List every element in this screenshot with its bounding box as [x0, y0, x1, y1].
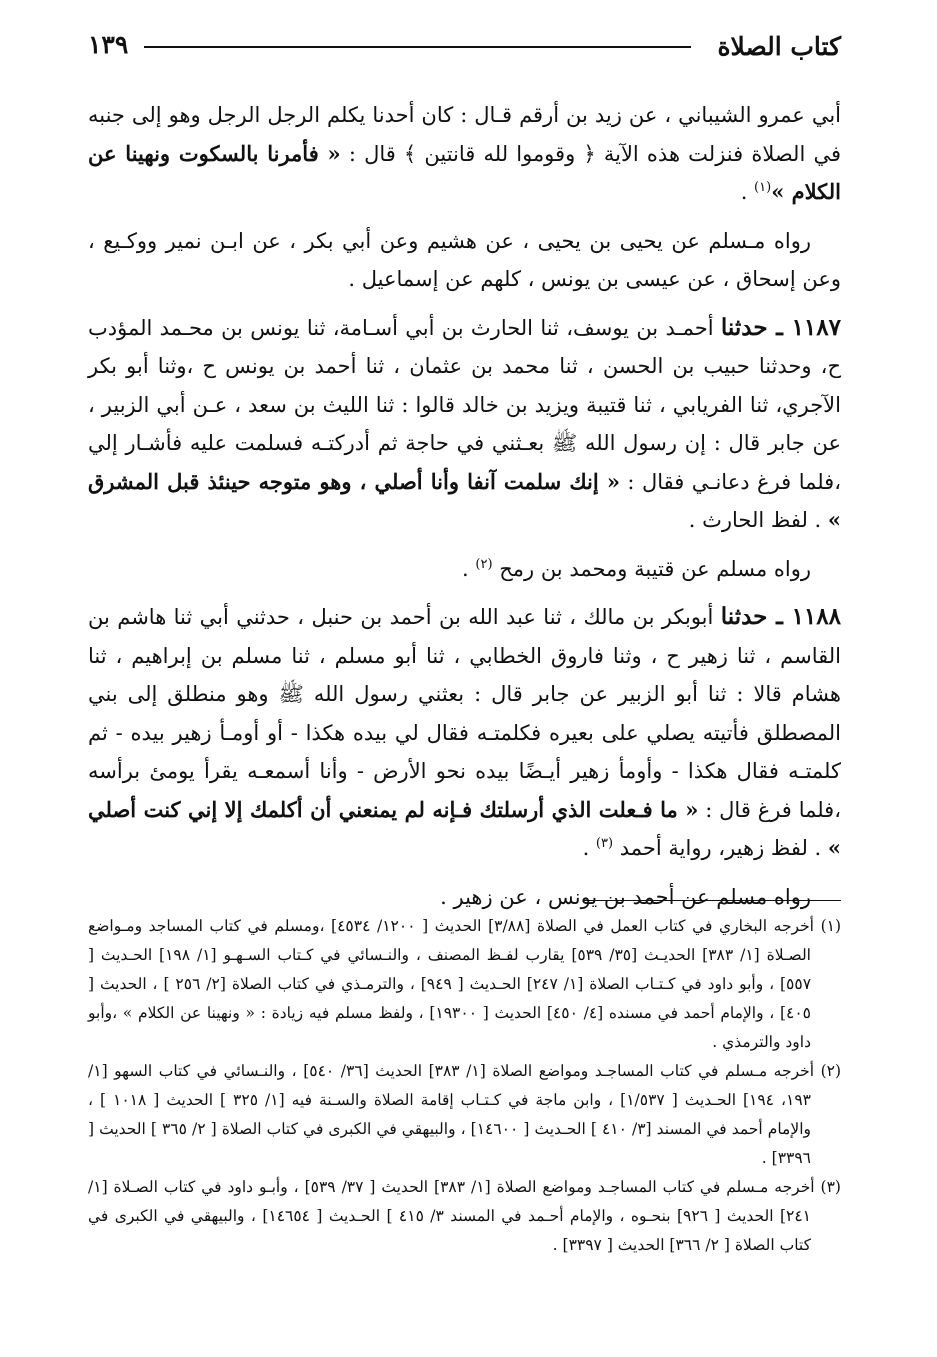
- paragraph-4: [88, 550, 841, 589]
- p4-text: رواه مسلم عن قتيبة ومحمد بن رمح: [499, 556, 811, 581]
- p5-text: أبوبكر بن مالك ، ثنا عبد الله بن أحمد بن حنبل ، حدثني أبي ثنا هاشم بن القاسم ، ثنا زهير ح ، وثنا فاروق الخطابي ، ثنا أبو مسلم ، ثنا مسلم بن إبراهيم ، ثنا هشام قالا : ثنا أبو الزبير عن جابر قال : بعثني رسول الله ﷺ وهو منطلق إلى بني المصطلق فأتيته يصلي على بعيره فكلمتـه فقال لي بيده هكذا - أو أومـأ زهير بيده - ثم كلمتـه فقال هكذا - وأومأ زهير أيـضًا بيده نحو الأرض - وأنا أسمعـه يقرأ يومئ برأسه ،فلما فرغ قال :: [88, 605, 841, 822]
- p3-end: . لفظ الحارث .: [688, 508, 828, 532]
- p1-text: أبي عمرو الشيباني ، عن زيد بن أرقم قـال : كان أحدنا يكلم الرجل الرجل وهو إلى جنبه في الصلاة فنزلت هذه الآية ﴿ وقوموا لله قانتين ﴾ قال :: [88, 103, 841, 166]
- p5-quote: « ما فـعلت الذي أرسلتك فـإنه لم يمنعني أن أكلمك إلا إني كنت أصلي »: [88, 796, 841, 860]
- hadith-1188-number: ١١٨٨ ـ حدثنا: [720, 603, 841, 630]
- footnote-2: (٢) أخرجه مـسلم في كتاب المساجـد ومواضع الصلاة [١/ ٣٨٣] الحديث [٣٦/ ٥٤٠] ، والنـسائي في كتاب السهو [١/ ١٩٣، ١٩٤] الحـديث [ ١/٥٣٧] ، وابن ماجة في كـتـاب إقامة الصلاة والسـنة فيه [١/ ٣٢٥ ] الحديث [ ١٠١٨ ] ، والإمام أحمد في المسند [٣/ ٤١٠ ] الحـديث [ ١٤٦٠٠] ، والبيهقي في الكبرى في كتاب الصلاة [ ٢/ ٣٦٥ ] الحديث [ ٣٣٩٦] .: [88, 1062, 842, 1167]
- footnote-ref-2: (٢): [475, 556, 493, 572]
- p4-end: .: [462, 556, 476, 581]
- p5-end: . لفظ زهير، رواية أحمد: [619, 836, 828, 860]
- paragraph-2: رواه مـسلم عن يحيى بن يحيى ، عن هشيم وعن أبي بكر ، عن ابـن نمير ووكـيع ، وعن إسحاق ، عن عيسى بن يونس ، كلهم عن إسماعيل .: [88, 228, 841, 291]
- page-number: ١٣٩: [88, 30, 129, 59]
- page-header: [88, 26, 841, 70]
- footnote-ref-1: (١): [754, 180, 772, 195]
- footnote-divider: [583, 900, 841, 901]
- hadith-1187-number: ١١٨٧ ـ حدثنا: [720, 313, 841, 341]
- paragraph-6: رواه مسلم عن أحمد بن يونس ، عن زهير .: [440, 884, 811, 909]
- paragraph-1: [88, 96, 841, 212]
- hadith-1188: [88, 598, 841, 868]
- p3-text: أحمـد بن يوسف، ثنا الحارث بن أبي أسـامة، ثنا يونس بن محـمد المؤدب ح، وحدثنا حبيب بن الحسن ، ثنا محمد بن عثمان ، ثنا أحمد بن يونس ح ،وثنا أبو بكر الآجري، ثنا الفريابي ، ثنا قتيبة ويزيد بن خالد قالوا : ثنا الليث بن سعد ، عـن أبي الزبير ، عن جابر قال : إن رسول الله ﷺ بعـثني في حاجة ثم أدركتـه فسلمت عليه فأشـار إلي ،فلما فرغ دعانـي فقال :: [88, 315, 841, 494]
- p5-end2: .: [582, 836, 596, 860]
- p3-quote: « إنك سلمت آنفا وأنا أصلي ، وهو متوجه حينئذ قبل المشرق »: [88, 468, 841, 532]
- p1-end: .: [740, 180, 755, 204]
- main-text: [88, 96, 841, 916]
- footnote-3: (٣) أخرجه مـسلم في كتاب المساجـد ومواضع الصلاة [١/ ٣٨٣] الحديث [ ٣٧/ ٥٣٩] ، وأبـو داود في كتاب الصـلاة [١/ ٢٤١] الحديث [ ٩٢٦] بنحـوه ، والإمام أحـمد في المسند ٣/ ٤١٥ ] الحـديث [ ١٤٦٥٤] ، والبيهقي في الكبرى في كتاب الصلاة [ ٢/ ٣٦٦] الحديث [ ٣٣٩٧] .: [88, 1178, 841, 1254]
- p1-quote: « فأمرنا بالسكوت ونهينا عن الكلام »: [88, 140, 841, 204]
- footnote-ref-3: (٣): [595, 836, 614, 851]
- chapter-title: كتاب الصلاة: [717, 32, 841, 61]
- hadith-1187: [88, 309, 841, 540]
- footnotes: [88, 912, 841, 1260]
- footnote-1: (١) أخرجه البخاري في كتاب العمل في الصلاة [٣/٨٨] الحديث [ ١٢٠٠/ ٤٥٣٤] ،ومسلم في كتاب المساجد ومـواضع الصـلاة [١/ ٣٨٣] الحديـث [٣٥/ ٥٣٩] يقارب لفـظ المصنف ، والنـسائي في كـتاب السـهـو [١/ ١٩٨] الحـديث [ ٥٥٧] ، وأبو داود في كـتـاب الصلاة [١/ ٢٤٧] الحـديث [ ٩٤٩] ، والترمـذي في كتاب الصلاة [٢/ ٢٥٦ ] ، الحديث [ ٤٠٥] ، والإمام أحمد في مسنده [٤/ ٤٥٠] الحديث [ ١٩٣٠٠] ، ولفظ مسلم فيه زيادة : « ونهينا عن الكلام » ،وأبو داود والترمذي .: [88, 917, 842, 1051]
- header-rule: [144, 46, 691, 48]
